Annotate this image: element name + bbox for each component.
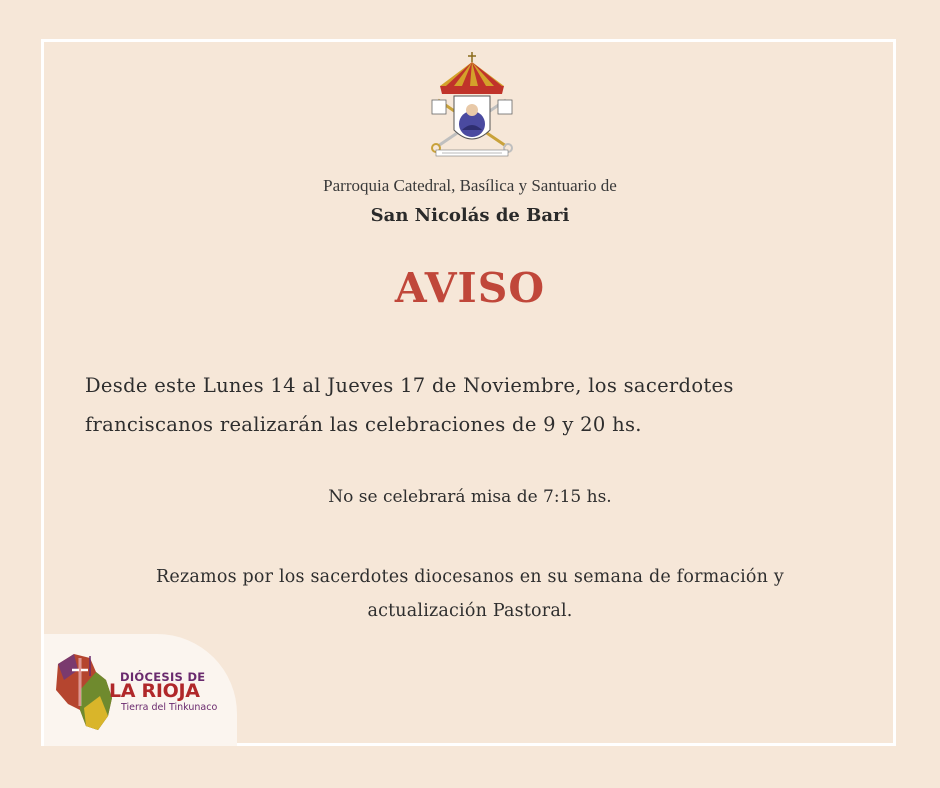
- paragraph-line-2: franciscanos realizarán las celebraciones de 9 y 20 hs.: [85, 413, 642, 436]
- paragraph-line-1: Desde este Lunes 14 al Jueves 17 de Noviembre, los sacerdotes: [85, 374, 734, 397]
- parish-name: San Nicolás de Bari: [370, 205, 570, 226]
- notice-title: AVISO: [394, 264, 546, 312]
- coat-of-arms-icon: [424, 50, 520, 160]
- prayer-line-2: actualización Pastoral.: [367, 601, 573, 621]
- mass-cancellation-note: No se celebrará misa de 7:15 hs.: [328, 487, 612, 507]
- parish-subtitle: Parroquia Catedral, Basílica y Santuario de: [323, 176, 617, 195]
- logo-text-tagline: Tierra del Tinkunaco: [121, 702, 218, 713]
- main-paragraph: [85, 366, 860, 444]
- prayer-line-1: Rezamos por los sacerdotes diocesanos en su semana de formación y: [156, 567, 784, 587]
- logo-text-la-rioja: LA RIOJA: [109, 680, 200, 702]
- logo-text-diocesis: DIÓCESIS DE: [120, 670, 206, 684]
- prayer-paragraph: [60, 560, 880, 628]
